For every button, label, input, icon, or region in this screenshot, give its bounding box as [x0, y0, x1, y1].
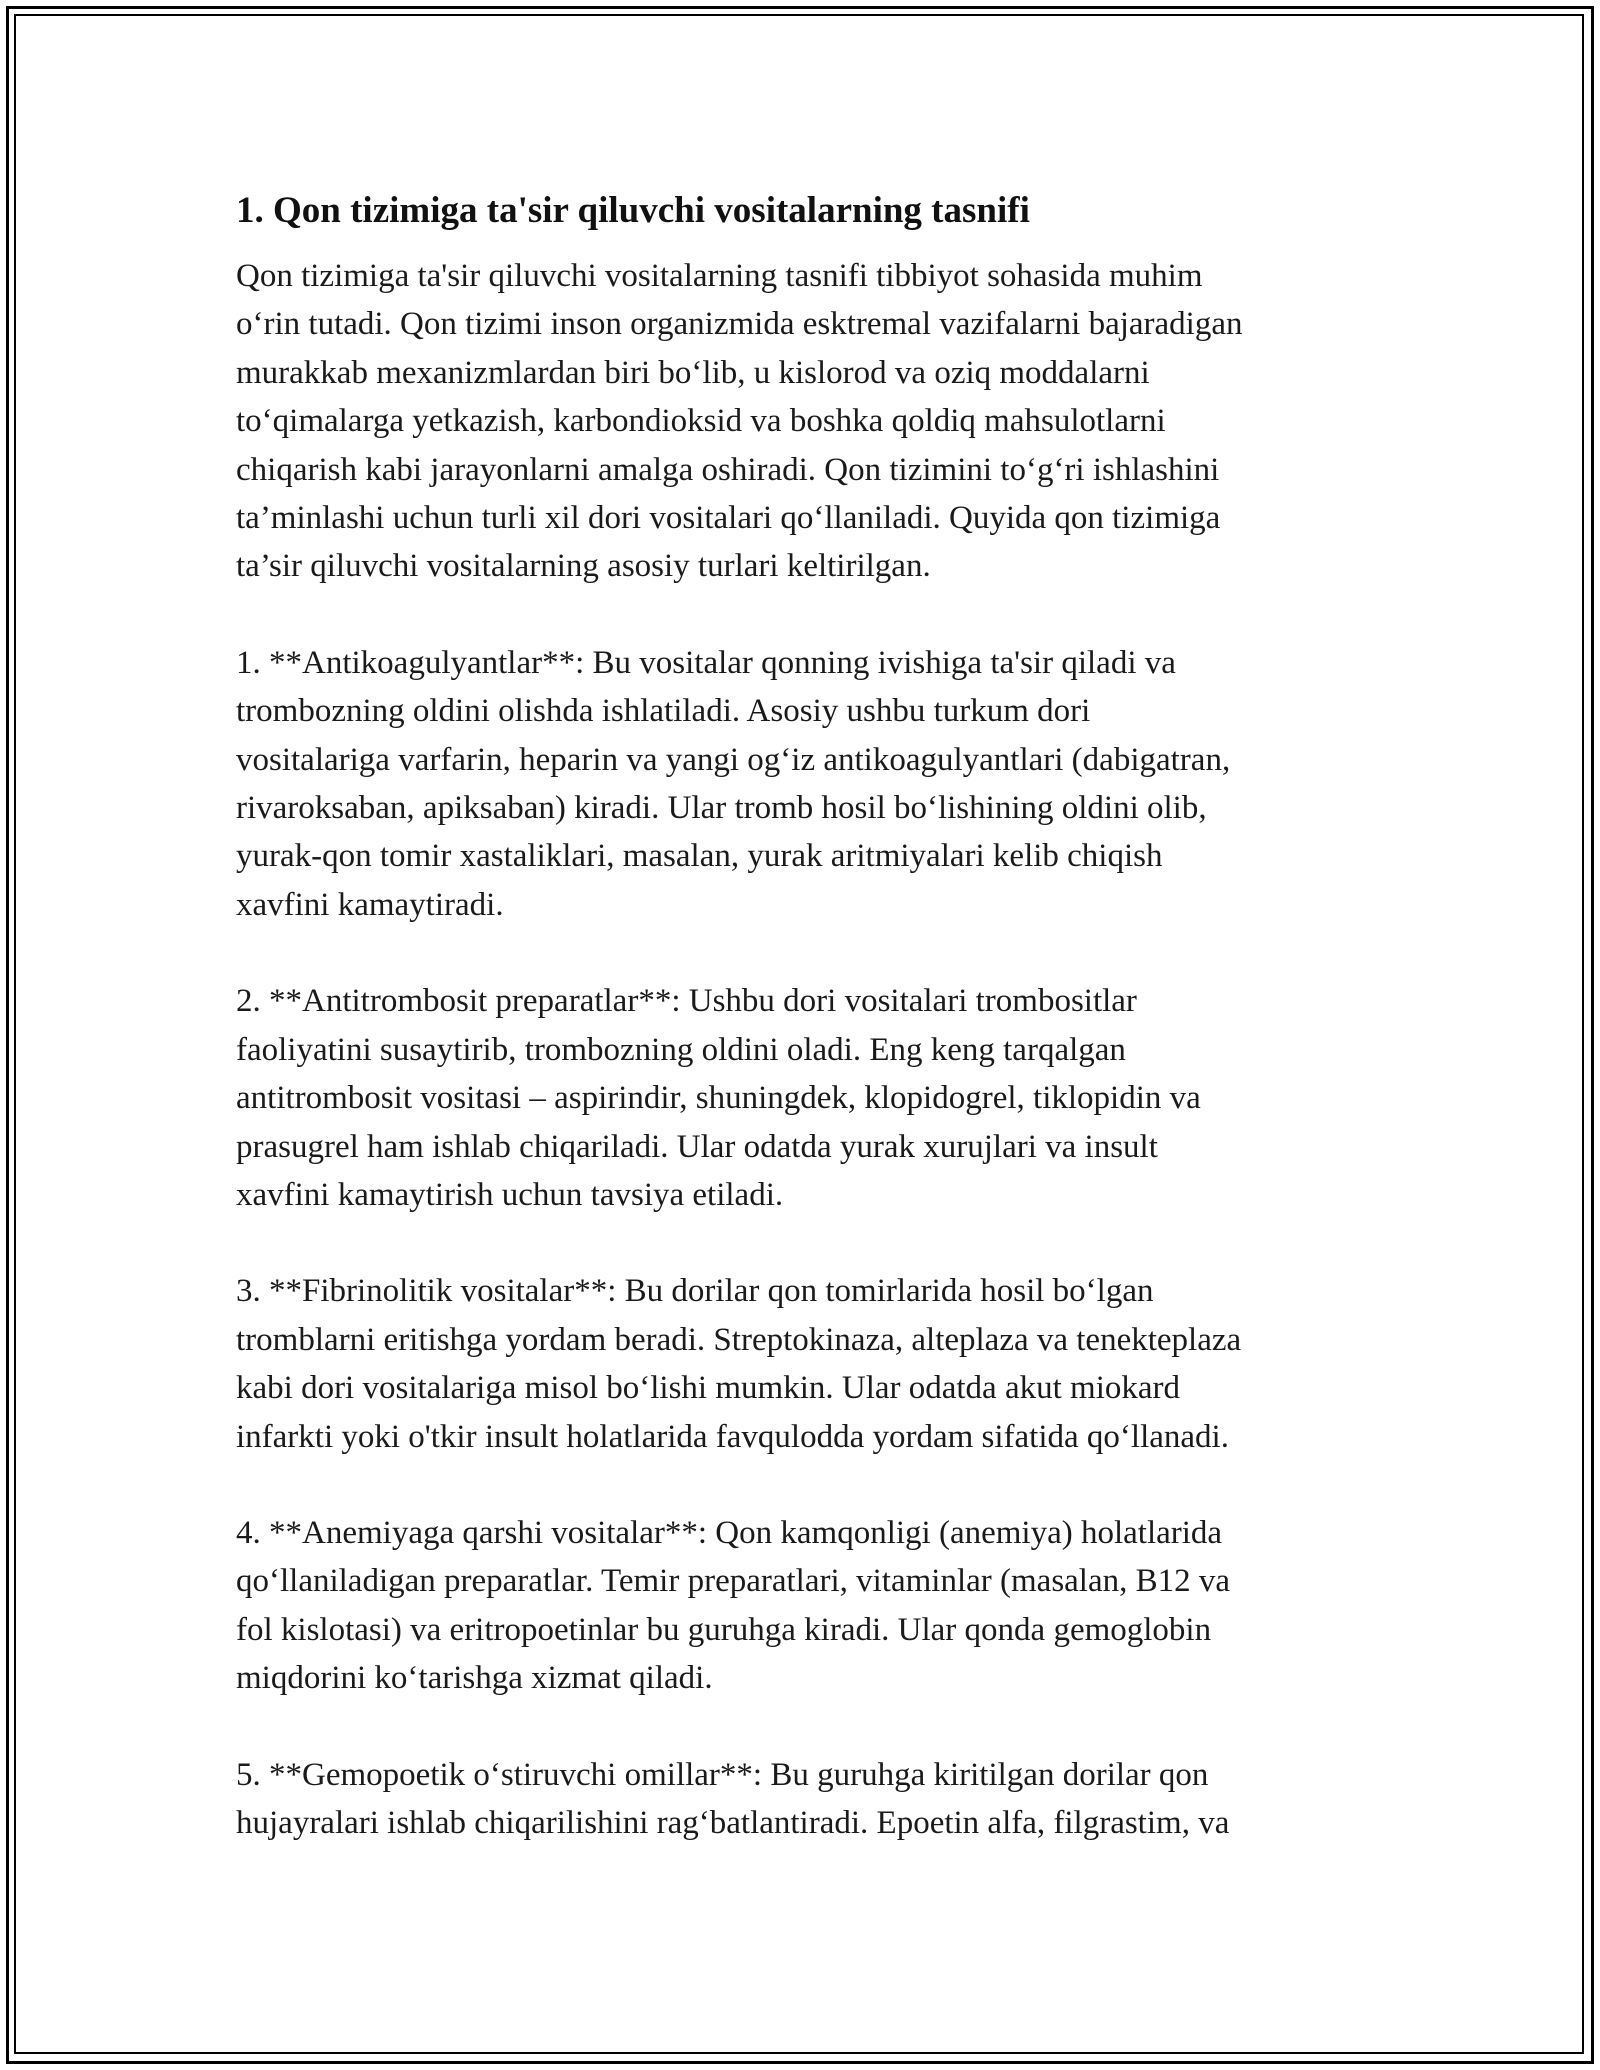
- text-line: rivaroksaban, apiksaban) kiradi. Ular tromb hosil bo‘lishining oldini olib,: [236, 790, 1207, 827]
- text-line: vositalariga varfarin, heparin va yangi og‘iz antikoagulyantlari (dabigatran,: [236, 741, 1231, 778]
- text-line: xavfini kamaytiradi.: [236, 886, 504, 923]
- text-line: miqdorini ko‘tarishga xizmat qiladi.: [236, 1660, 713, 1697]
- document-body: [236, 186, 1366, 1895]
- text-line: ta’sir qiluvchi vositalarning asosiy turlari keltirilgan.: [236, 548, 931, 585]
- text-line: 2. **Antitrombosit preparatlar**: Ushbu dori vositalari trombositlar: [236, 983, 1137, 1020]
- text-line: 3. **Fibrinolitik vositalar**: Bu dorilar qon tomirlarida hosil bo‘lgan: [236, 1273, 1154, 1310]
- item-fibrinolytics: [236, 1267, 1366, 1461]
- text-line: antitrombosit vositasi – aspirindir, shuningdek, klopidogrel, tiklopidin va: [236, 1080, 1201, 1117]
- item-anticoagulants: [236, 639, 1366, 929]
- section-heading: 1. Qon tizimiga ta'sir qiluvchi vositalarning tasnifi: [236, 190, 1030, 231]
- text-line: kabi dori vositalariga misol bo‘lishi mumkin. Ular odatda akut miokard: [236, 1370, 1180, 1407]
- text-line: 1. **Antikoagulyantlar**: Bu vositalar qonning ivishiga ta'sir qiladi va: [236, 644, 1176, 681]
- text-line: faoliyatini susaytirib, trombozning oldini oladi. Eng keng tarqalgan: [236, 1031, 1126, 1068]
- text-line: trombozning oldini olishda ishlatiladi. Asosiy ushbu turkum dori: [236, 693, 1091, 730]
- intro-paragraph: [236, 252, 1366, 591]
- text-line: hujayralari ishlab chiqarilishini rag‘batlantiradi. Epoetin alfa, filgrastim, va: [236, 1804, 1230, 1841]
- text-line: xavfini kamaytirish uchun tavsiya etiladi.: [236, 1176, 784, 1213]
- text-line: Qon tizimiga ta'sir qiluvchi vositalarning tasnifi tibbiyot sohasida muhim: [236, 258, 1203, 294]
- text-line: chiqarish kabi jarayonlarni amalga oshiradi. Qon tizimini to‘g‘ri ishlashini: [236, 451, 1220, 488]
- text-line: infarkti yoki o'tkir insult holatlarida favqulodda yordam sifatida qo‘llanadi.: [236, 1418, 1229, 1455]
- text-line: fol kislotasi) va eritropoetinlar bu guruhga kiradi. Ular qonda gemoglobin: [236, 1611, 1212, 1648]
- text-line: yurak-qon tomir xastaliklari, masalan, yurak aritmiyalari kelib chiqish: [236, 838, 1163, 875]
- text-line: 5. **Gemopoetik o‘stiruvchi omillar**: Bu guruhga kiritilgan dorilar qon: [236, 1756, 1209, 1793]
- text-line: murakkab mexanizmlardan biri bo‘lib, u kislorod va oziq moddalarni: [236, 354, 1150, 391]
- text-line: prasugrel ham ishlab chiqariladi. Ular odatda yurak xurujlari va insult: [236, 1128, 1158, 1165]
- text-line: ta’minlashi uchun turli xil dori vositalari qo‘llaniladi. Quyida qon tizimiga: [236, 500, 1221, 537]
- item-hematopoietic-factors: [236, 1751, 1366, 1848]
- text-line: to‘qimalarga yetkazish, karbondioksid va boshka qoldiq mahsulotlarni: [236, 403, 1166, 440]
- item-antiplatelets: [236, 977, 1366, 1219]
- text-line: 4. **Anemiyaga qarshi vositalar**: Qon kamqonligi (anemiya) holatlarida: [236, 1514, 1223, 1551]
- text-line: qo‘llaniladigan preparatlar. Temir preparatlari, vitaminlar (masalan, B12 va: [236, 1563, 1231, 1600]
- item-antianemia: [236, 1509, 1366, 1703]
- text-line: tromblarni eritishga yordam beradi. Streptokinaza, alteplaza va tenekteplaza: [236, 1321, 1242, 1358]
- text-line: o‘rin tutadi. Qon tizimi inson organizmida esktremal vazifalarni bajaradigan: [236, 306, 1243, 343]
